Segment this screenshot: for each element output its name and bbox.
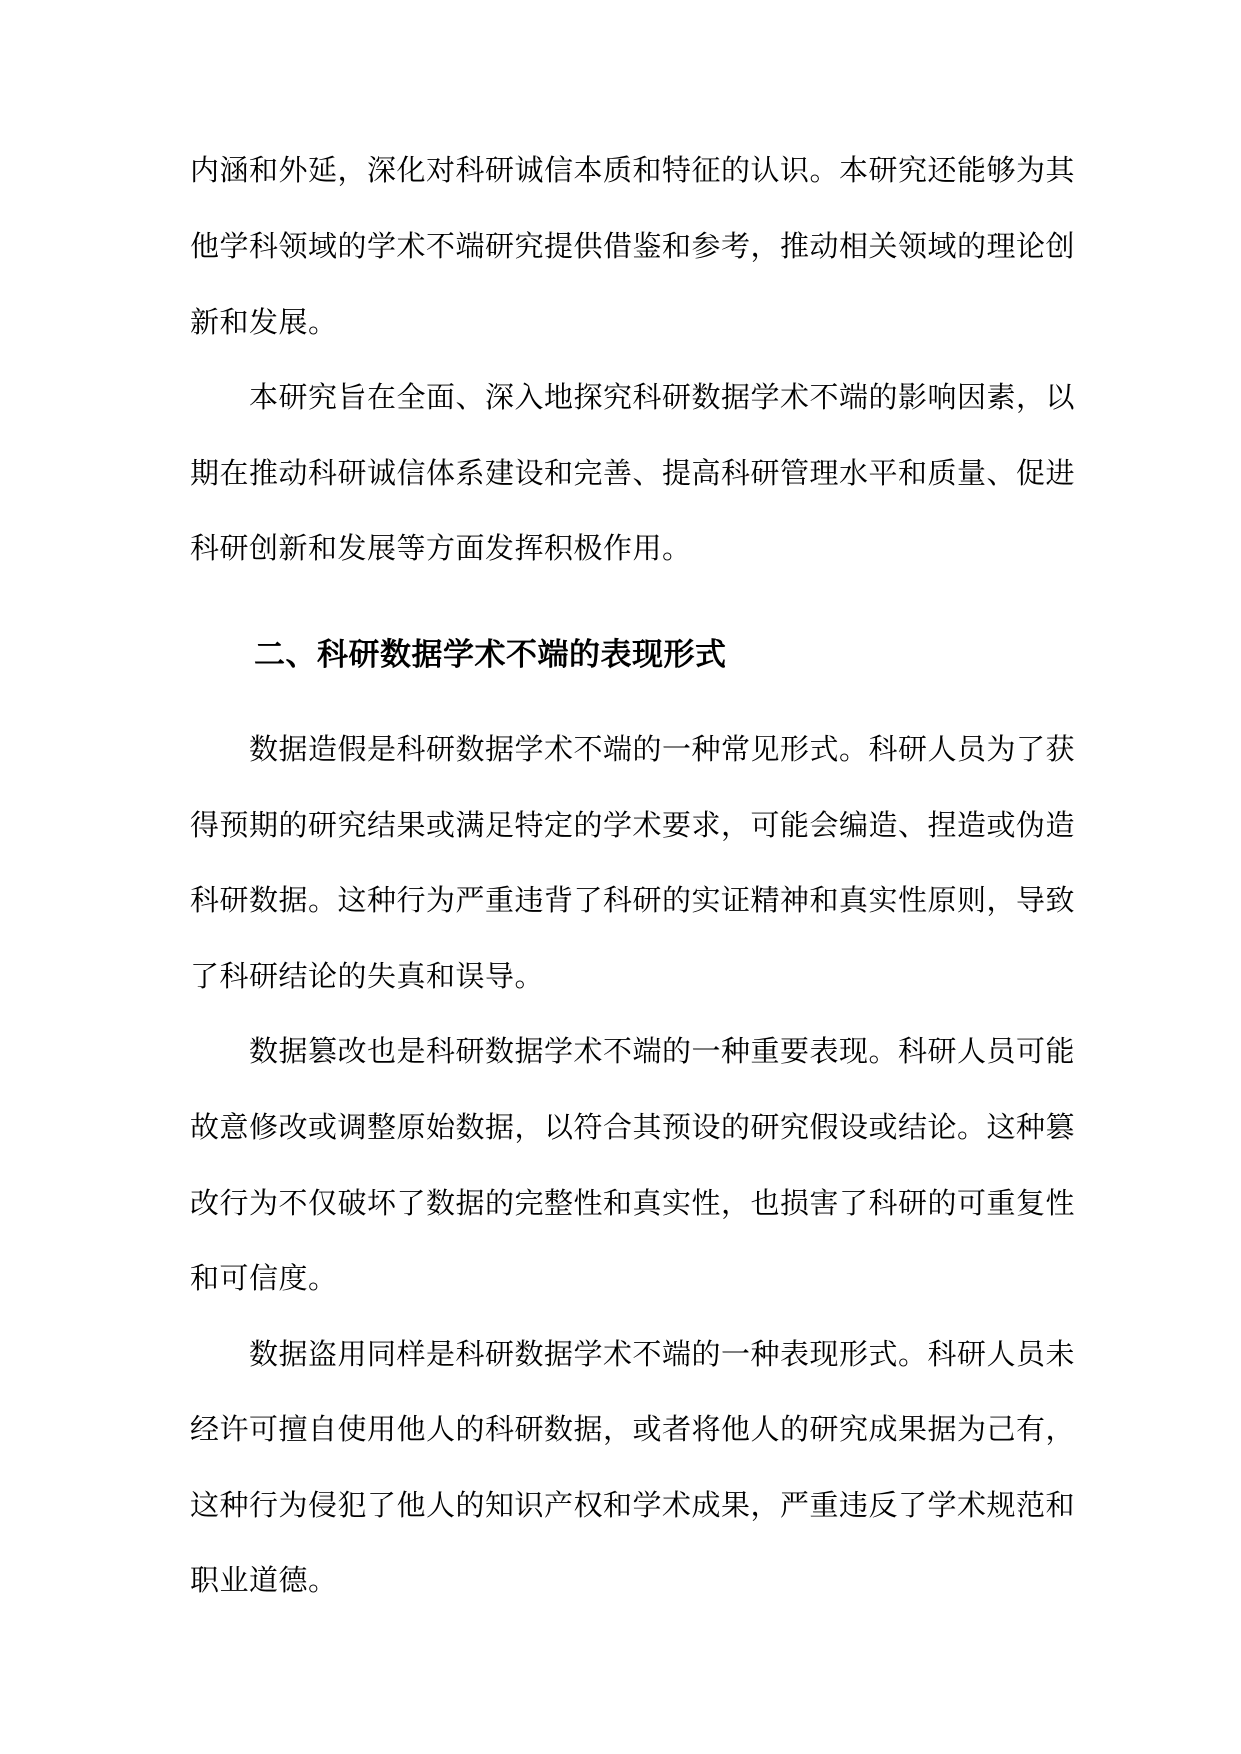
paragraph-line: 期在推动科研诚信体系建设和完善、提高科研管理水平和质量、促进 [190, 456, 1076, 490]
paragraph-line: 和可信度。 [190, 1261, 338, 1295]
paragraph-line: 本研究旨在全面、深入地探究科研数据学术不端的影响因素，以 [249, 380, 1076, 414]
paragraph-line: 内涵和外延，深化对科研诚信本质和特征的认识。本研究还能够为其 [190, 153, 1076, 187]
paragraph-line: 数据盗用同样是科研数据学术不端的一种表现形式。科研人员未 [249, 1337, 1076, 1371]
paragraph-line: 故意修改或调整原始数据，以符合其预设的研究假设或结论。这种篡 [190, 1110, 1076, 1144]
paragraph-line: 了科研结论的失真和误导。 [190, 959, 545, 993]
paragraph-line: 新和发展。 [190, 305, 338, 339]
paragraph-line: 这种行为侵犯了他人的知识产权和学术成果，严重违反了学术规范和 [190, 1488, 1076, 1522]
paragraph-line: 他学科领域的学术不端研究提供借鉴和参考，推动相关领域的理论创 [190, 229, 1076, 263]
section-heading: 二、科研数据学术不端的表现形式 [254, 637, 727, 673]
paragraph-line: 数据篡改也是科研数据学术不端的一种重要表现。科研人员可能 [249, 1034, 1076, 1068]
paragraph-line: 数据造假是科研数据学术不端的一种常见形式。科研人员为了获 [249, 732, 1076, 766]
paragraph-line: 科研创新和发展等方面发挥积极作用。 [190, 531, 692, 565]
paragraph-line: 职业道德。 [190, 1563, 338, 1597]
paragraph-line: 得预期的研究结果或满足特定的学术要求，可能会编造、捏造或伪造 [190, 808, 1076, 842]
paragraph-line: 改行为不仅破坏了数据的完整性和真实性，也损害了科研的可重复性 [190, 1186, 1076, 1220]
paragraph-line: 经许可擅自使用他人的科研数据，或者将他人的研究成果据为己有， [190, 1412, 1076, 1446]
paragraph-line: 科研数据。这种行为严重违背了科研的实证精神和真实性原则，导致 [190, 883, 1076, 917]
